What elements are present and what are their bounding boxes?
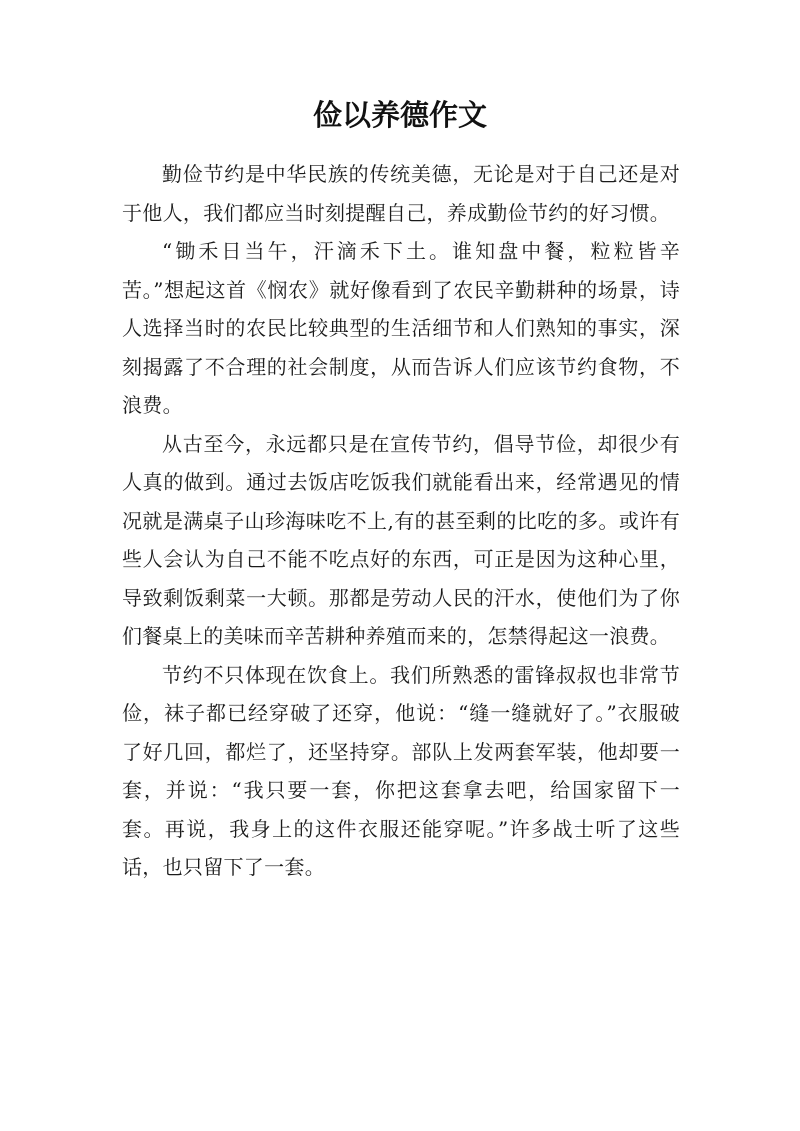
- document-title: 俭以养德作文: [312, 98, 487, 132]
- paragraph-3: 从古至今，永远都只是在宣传节约，倡导节俭，却很少有人真的做到。通过去饭店吃饭我们就能看出来，经常遇见的情况就是满桌子山珍海味吃不上,有的甚至剩的比吃的多。或许有些人会认为自己不能不吃点好的东西，可正是因为这种心里，导致剩饭剩菜一大顿。那都是劳动人民的汗水，使他们为了你们餐桌上的美味而辛苦耕种养殖而来的，怎禁得起这一浪费。: [122, 431, 680, 648]
- paragraph-4: 节约不只体现在饮食上。我们所熟悉的雷锋叔叔也非常节俭，袜子都已经穿破了还穿，他说：“缝一缝就好了。”衣服破了好几回，都烂了，还坚持穿。部队上发两套军装，他却要一套，并说：“我只要一套，你把这套拿去吧，给国家留下一套。再说，我身上的这件衣服还能穿呢。”许多战士听了这些话，也只留下了一套。: [122, 662, 680, 879]
- paragraph-2: “锄禾日当午，汗滴禾下土。谁知盘中餐，粒粒皆辛苦。”想起这首《悯农》就好像看到了农民辛勤耕种的场景，诗人选择当时的农民比较典型的生活细节和人们熟知的事实，深刻揭露了不合理的社会制度，从而告诉人们应该节约食物，不浪费。: [122, 239, 680, 417]
- document-body: [122, 155, 680, 887]
- paragraph-1: 勤俭节约是中华民族的传统美德，无论是对于自己还是对于他人，我们都应当时刻提醒自己，养成勤俭节约的好习惯。: [122, 162, 680, 225]
